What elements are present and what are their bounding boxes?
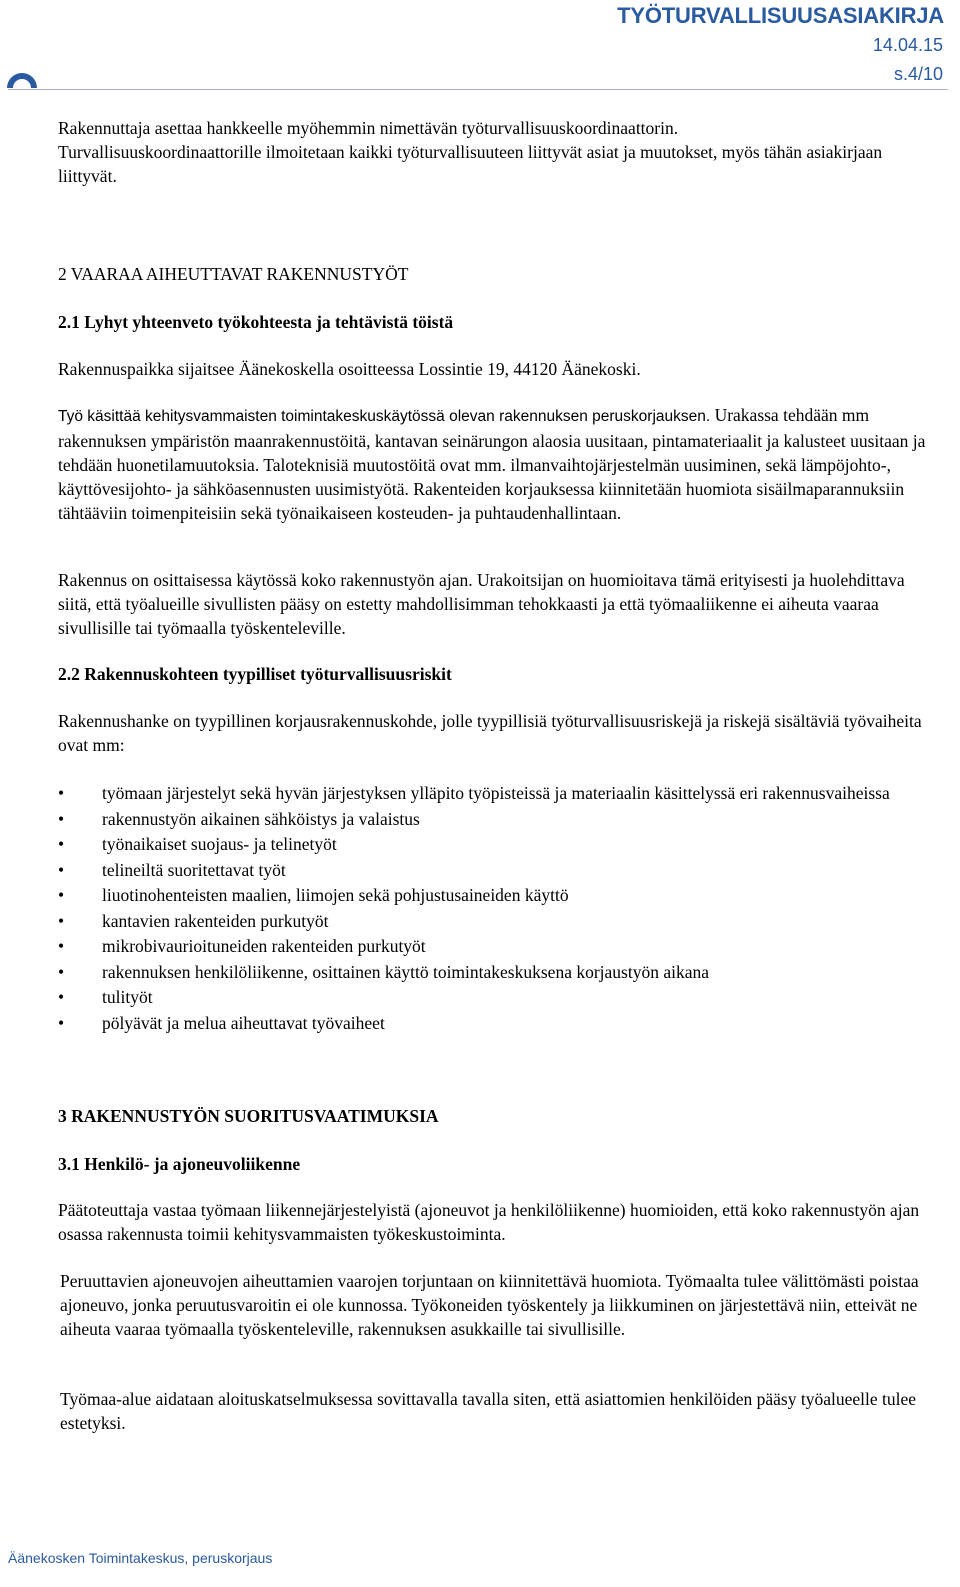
section-2-2-heading: 2.2 Rakennuskohteen tyypilliset työturvallisuusriskit <box>58 664 452 684</box>
intro-line-2: Turvallisuuskoordinaattorille ilmoitetaan kaikki työturvallisuuteen liittyvät asiat ja muutokset, myös tähän asiakirjaan liittyvät. <box>58 142 883 186</box>
work-description-paragraph <box>58 403 938 525</box>
header-divider <box>8 89 948 90</box>
section-2-1-heading: 2.1 Lyhyt yhteenveto työkohteesta ja tehtävistä töistä <box>58 312 454 332</box>
risk-list <box>58 781 938 1036</box>
document-footer: Äänekosken Toimintakeskus, peruskorjaus <box>8 1550 273 1566</box>
list-item: • telineiltä suoritettavat työt <box>58 859 286 880</box>
list-item: • tulityöt <box>58 987 153 1007</box>
list-item: • pölyävät ja melua aiheuttavat työvaiheet <box>58 1012 385 1033</box>
list-item: • työmaan järjestelyt sekä hyvän järjestyksen ylläpito työpisteissä ja materiaalin käsittelyssä eri rakennusvaiheissa <box>58 783 890 803</box>
partial-use-paragraph: Rakennus on osittaisessa käytössä koko rakennustyön ajan. Urakoitsijan on huomioitava tämä erityisesti ja huolehdittava siitä, että työalueille sivullisten pääsy on estetty mahdollisimman tehokkaasti ja että työmaaliikenne ei aiheuta vaaraa sivullisille tai työmaalla työskenteleville. <box>58 570 905 638</box>
work-description-intro: Työ käsittää kehitysvammaisten toimintakeskuskäytössä olevan rakennuksen peruskorjauksen. <box>58 408 711 425</box>
work-description-body: Urakassa tehdään mm rakennuksen ympäristön maanrakennustöitä, kantavan seinärungon alaosia uusitaan, pintamateriaalit ja kalusteet uusitaan ja tehdään huonetilamuutoksia. Taloteknisiä muutostöitä ovat mm. ilmanvaihtojärjestelmän uusiminen, sekä lämpöjohto-, käyttövesijohto- ja sähköasennusten uusimistyötä. Rakenteiden korjauksessa kiinnitetään huomiota sisäilmaparannuksiin tähtääviin toimenpiteisiin sekä työnaikaiseen kosteuden- ja puhtaudenhallintaan. <box>58 405 926 523</box>
list-item: • rakennustyön aikainen sähköistys ja valaistus <box>58 808 420 829</box>
list-item: • mikrobivaurioituneiden rakenteiden purkutyöt <box>58 936 426 956</box>
section-3-heading: 3 RAKENNUSTYÖN SUORITUSVAATIMUKSIA <box>58 1106 439 1126</box>
list-item: • rakennuksen henkilöliikenne, osittainen käyttö toimintakeskuksena korjaustyön aikana <box>58 961 710 982</box>
intro-line-1: Rakennuttaja asettaa hankkeelle myöhemmin nimettävän työturvallisuuskoordinaattorin. <box>58 118 679 138</box>
list-item: • kantavien rakenteiden purkutyöt <box>58 910 329 931</box>
traffic-paragraph-1: Päätoteuttaja vastaa työmaan liikennejärjestelyistä (ajoneuvot ja henkilöliikenne) huomioiden, että koko rakennustyön ajan osassa rakennusta toimii kehitysvammaisten työkeskustoiminta. <box>58 1200 920 1244</box>
document-date: 14.04.15 <box>872 35 943 55</box>
list-item: • työnaikaiset suojaus- ja telinetyöt <box>58 834 337 854</box>
traffic-paragraph-2: Peruuttavien ajoneuvojen aiheuttamien vaarojen torjuntaan on kiinnitettävä huomiota. Työmaalta tulee välittömästi poistaa ajoneuvo, jonka peruutusvaroitin ei ole kunnossa. Työkoneiden työskentely ja liikkuminen on järjestettävä niin, etteivät ne aiheuta vaaraa työmaalla työskenteleville, rakennuksen asukkaille tai sivullisille. <box>60 1271 919 1339</box>
risks-intro-paragraph: Rakennushanke on tyypillinen korjausrakennuskohde, jolle tyypillisiä työturvallisuusriskejä ja riskejä sisältäviä työvaiheita ovat mm: <box>58 711 922 755</box>
section-2-heading: 2 VAARAA AIHEUTTAVAT RAKENNUSTYÖT <box>58 264 409 284</box>
location-paragraph: Rakennuspaikka sijaitsee Äänekoskella osoitteessa Lossintie 19, 44120 Äänekoski. <box>58 359 641 379</box>
page-number: s.4/10 <box>893 64 943 84</box>
section-3-1-heading: 3.1 Henkilö- ja ajoneuvoliikenne <box>58 1154 301 1174</box>
traffic-paragraph-3: Työmaa-alue aidataan aloituskatselmuksessa sovittavalla tavalla siten, että asiattomien henkilöiden pääsy työalueelle tulee estetyksi. <box>60 1389 916 1433</box>
list-item: • liuotinohenteisten maalien, liimojen sekä pohjustusaineiden käyttö <box>58 885 569 905</box>
arch-logo-icon <box>5 69 39 89</box>
document-title: TYÖTURVALLISUUSASIAKIRJA <box>617 3 944 28</box>
